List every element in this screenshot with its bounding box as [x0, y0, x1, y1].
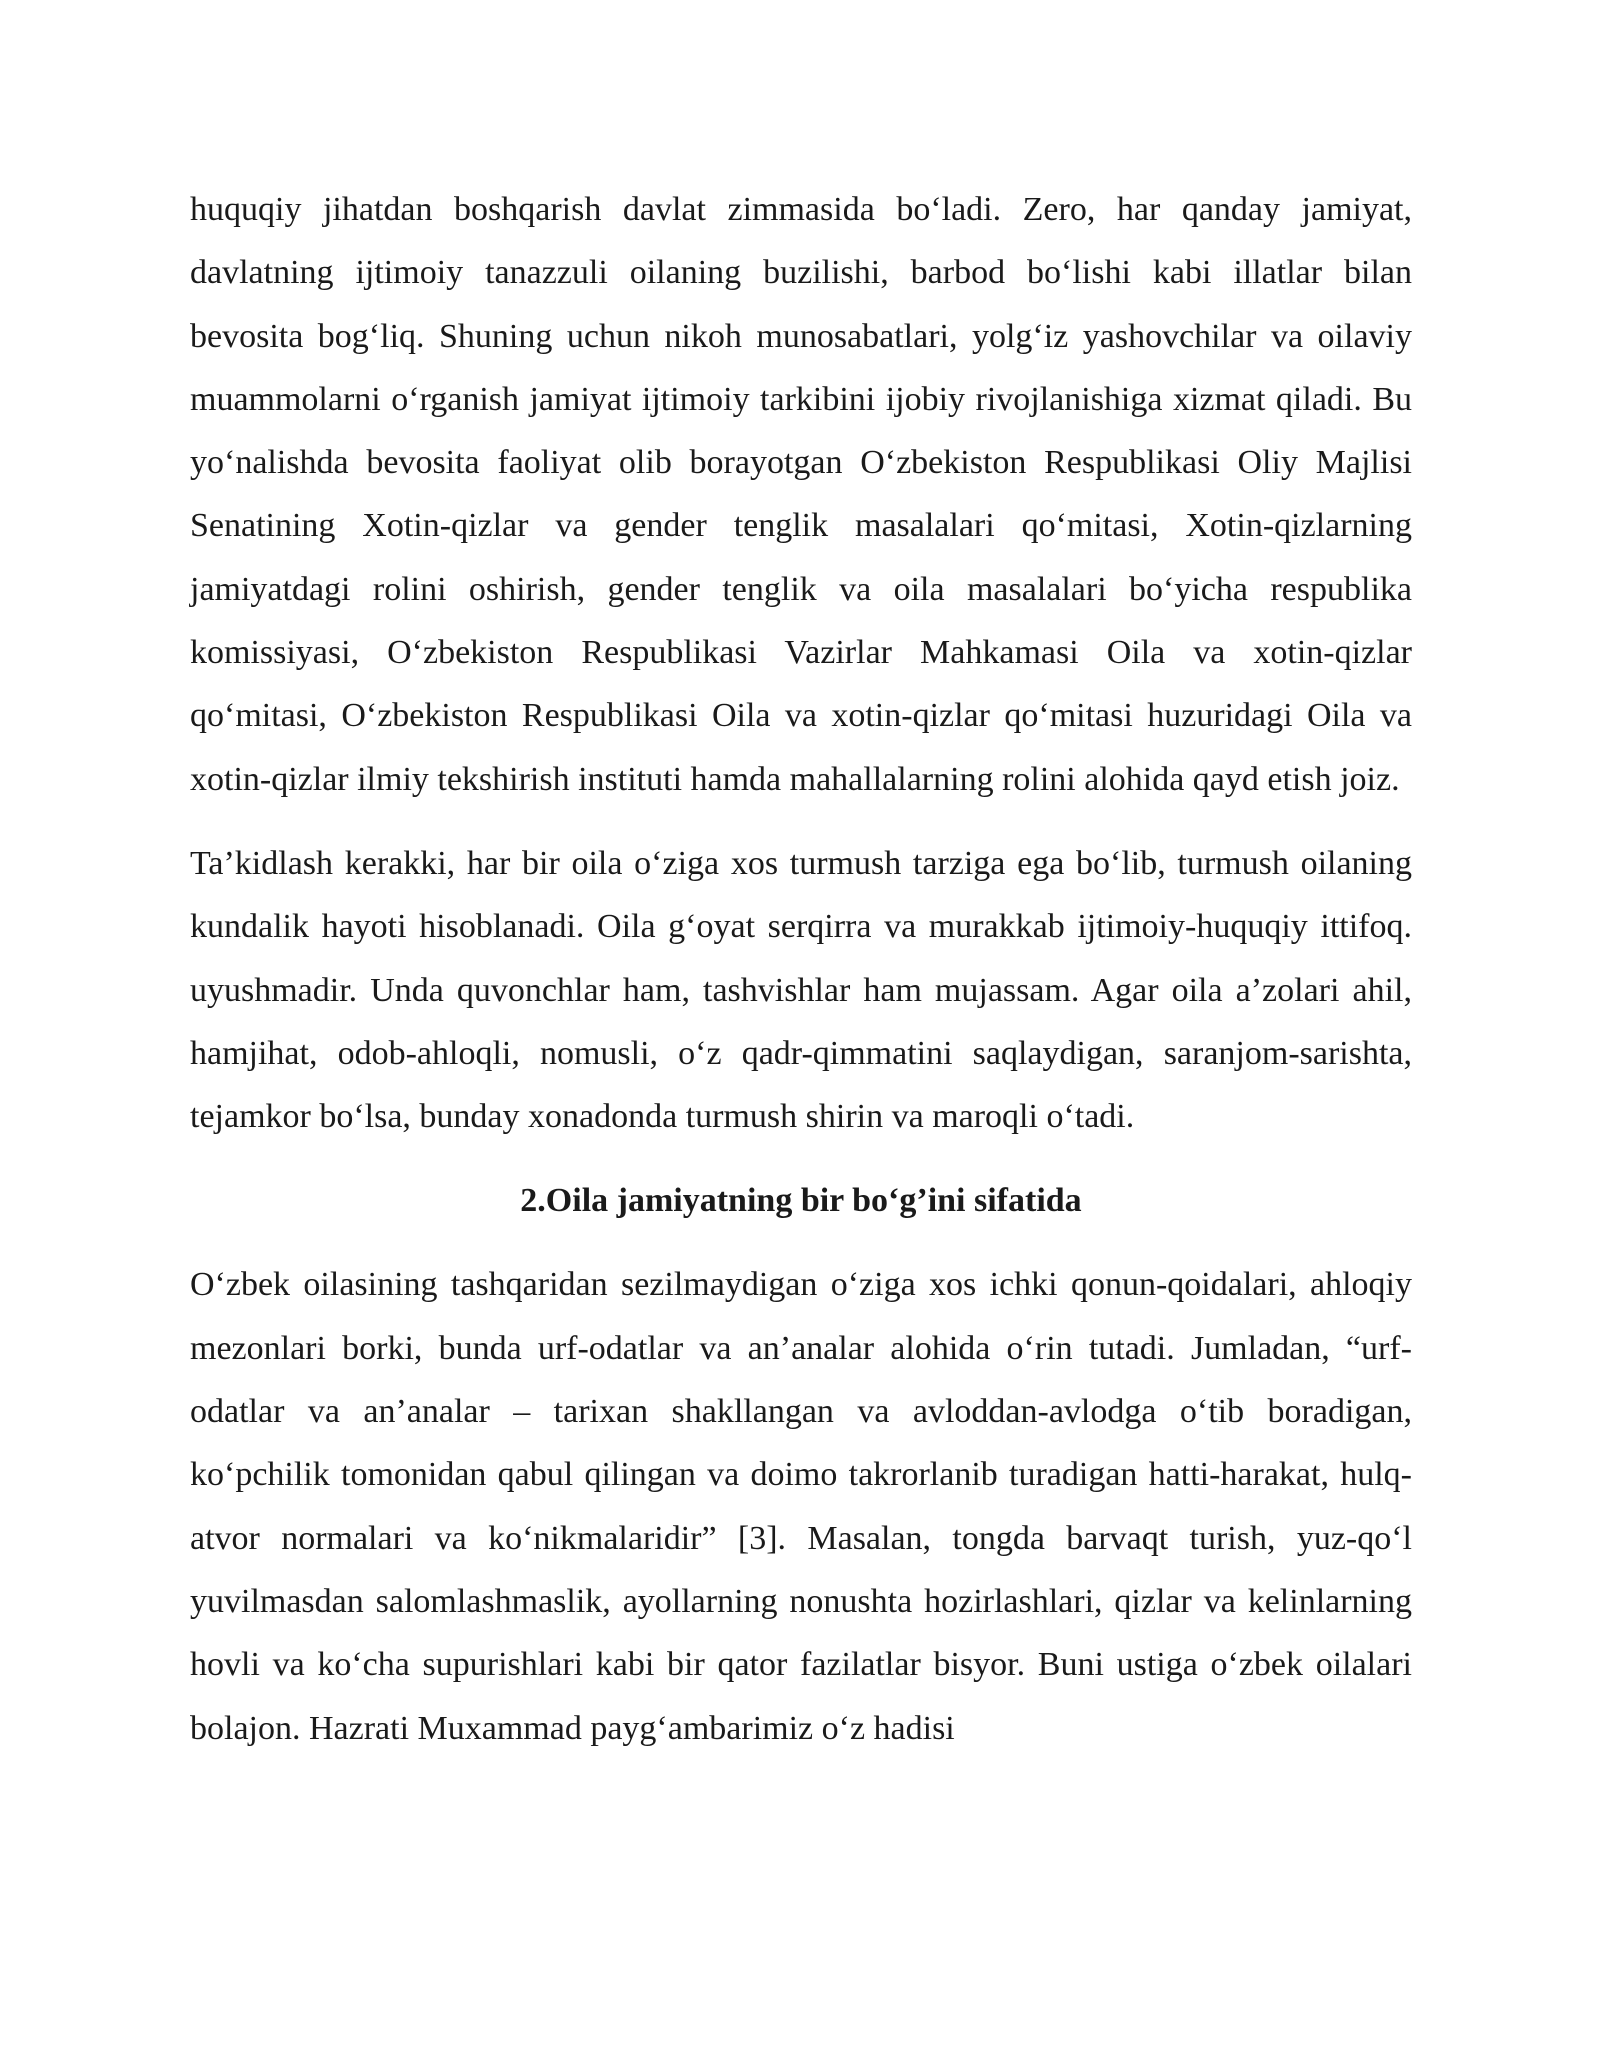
document-body	[190, 178, 1412, 1760]
section-heading: 2.Oila jamiyatning bir boʻg’ini sifatida	[520, 1182, 1082, 1220]
paragraph-uzbek-family-traditions: Oʻzbek oilasining tashqaridan sezilmaydigan oʻziga xos ichki qonun-qoidalari, ahloqiy mezonlari borki, bunda urf-odatlar va an’analar alohida oʻrin tutadi. Jumladan, “urf-odatlar va an’analar – tarixan shakllangan va avloddan-avlodga oʻtib boradigan, koʻpchilik tomonidan qabul qilingan va doimo takrorlanib turadigan hatti-harakat, hulq-atvor normalari va koʻnikmalaridir” [3]. Masalan, tongda barvaqt turish, yuz-qoʻl yuvilmasdan salomlashmaslik, ayollarning nonushta hozirlashlari, qizlar va kelinlarning hovli va koʻcha supurishlari kabi bir qator fazilatlar bisyor. Buni ustiga oʻzbek oilalari bolajon. Hazrati Muxammad paygʻambarimiz oʻz hadisi	[190, 1266, 1412, 1747]
paragraph-family-legal-governance: huquqiy jihatdan boshqarish davlat zimmasida boʻladi. Zero, har qanday jamiyat, davlatning ijtimoiy tanazzuli oilaning buzilishi, barbod boʻlishi kabi illatlar bilan bevosita bogʻliq. Shuning uchun nikoh munosabatlari, yolgʻiz yashovchilar va oilaviy muammolarni oʻrganish jamiyat ijtimoiy tarkibini ijobiy rivojlanishiga xizmat qiladi. Bu yoʻnalishda bevosita faoliyat olib borayotgan Oʻzbekiston Respublikasi Oliy Majlisi Senatining Xotin-qizlar va gender tenglik masalalari qoʻmitasi, Xotin-qizlarning jamiyatdagi rolini oshirish, gender tenglik va oila masalalari boʻyicha respublika komissiyasi, Oʻzbekiston Respublikasi Vazirlar Mahkamasi Oila va xotin-qizlar qoʻmitasi, Oʻzbekiston Respublikasi Oila va xotin-qizlar qoʻmitasi huzuridagi Oila va xotin-qizlar ilmiy tekshirish instituti hamda mahallalarning rolini alohida qayd etish joiz.	[190, 191, 1412, 798]
paragraph-family-lifestyle: Ta’kidlash kerakki, har bir oila oʻziga xos turmush tarziga ega boʻlib, turmush oilaning kundalik hayoti hisoblanadi. Oila gʻoyat serqirra va murakkab ijtimoiy-huquqiy ittifoq. uyushmadir. Unda quvonchlar ham, tashvishlar ham mujassam. Agar oila a’zolari ahil, hamjihat, odob-ahloqli, nomusli, oʻz qadr-qimmatini saqlaydigan, saranjom-sarishta, tejamkor boʻlsa, bunday xonadonda turmush shirin va maroqli oʻtadi.	[190, 844, 1412, 1136]
